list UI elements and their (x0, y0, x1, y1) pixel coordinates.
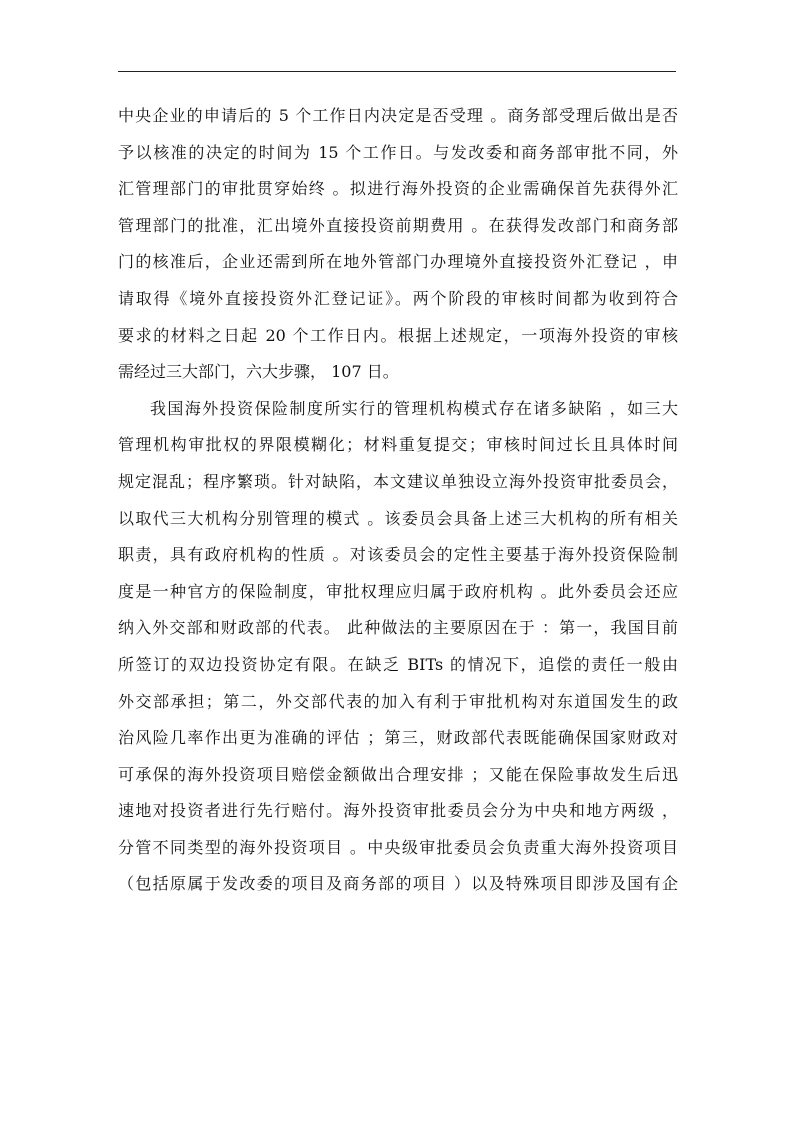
text-line: 职责，具有政府机构的性质 。对该委员会的定性主要基于海外投资保险制 (118, 545, 678, 565)
text-line: 管理部门的批准，汇出境外直接投资前期费用 。在获得发改部门和商务部 (118, 215, 678, 235)
text-line: 门的核准后，企业还需到所在地外管部门办理境外直接投资外汇登记 ，申 (118, 252, 678, 272)
text-line: 度是一种官方的保险制度，审批权理应归属于政府机构 。此外委员会还应 (118, 581, 678, 601)
text-line: 以取代三大机构分别管理的模式 。该委员会具备上述三大机构的所有相关 (118, 508, 678, 528)
body-text (118, 98, 678, 903)
text-line: 治风险几率作出更为准确的评估 ；第三，财政部代表既能确保国家财政对 (118, 728, 678, 748)
text-line: 请取得《境外直接投资外汇登记证》。两个阶段的审核时间都为收到符合 (118, 288, 678, 308)
text-line: 汇管理部门的审批贯穿始终 。拟进行海外投资的企业需确保首先获得外汇 (118, 179, 678, 199)
text-line: 分管不同类型的海外投资项目 。中央级审批委员会负责重大海外投资项目 (118, 837, 678, 857)
text-line: 需经过三大部门，六大步骤， 107 日。 (118, 362, 399, 382)
paragraph-2 (118, 391, 678, 903)
paragraph-1 (118, 98, 678, 391)
text-line: 予以核准的决定的时间为 15 个工作日。与发改委和商务部审批不同，外 (118, 142, 678, 162)
text-line: 规定混乱；程序繁琐。针对缺陷，本文建议单独设立海外投资审批委员会， (118, 471, 678, 491)
text-line: 可承保的海外投资项目赔偿金额做出合理安排 ；又能在保险事故发生后迅 (118, 764, 678, 784)
text-line: 速地对投资者进行先行赔付。海外投资审批委员会分为中央和地方两级 ， (118, 801, 678, 821)
text-line: 纳入外交部和财政部的代表。 此种做法的主要原因在于 ：第一，我国目前 (118, 618, 678, 638)
text-line: 我国海外投资保险制度所实行的管理机构模式存在诸多缺陷 ，如三大 (150, 398, 678, 418)
text-line: 中央企业的申请后的 5 个工作日内决定是否受理 。商务部受理后做出是否 (118, 106, 678, 125)
text-line: （包括原属于发改委的项目及商务部的项目 ）以及特殊项目即涉及国有企 (118, 874, 678, 894)
text-line: 要求的材料之日起 20 个工作日内。根据上述规定，一项海外投资的审核 (118, 325, 678, 345)
text-line: 外交部承担；第二，外交部代表的加入有利于审批机构对东道国发生的政 (118, 691, 678, 711)
header-rule (118, 71, 676, 72)
text-line: 管理机构审批权的界限模糊化；材料重复提交；审核时间过长且具体时间 (118, 435, 678, 455)
text-line: 所签订的双边投资协定有限。在缺乏 BITs 的情况下，追偿的责任一般由 (118, 654, 678, 674)
